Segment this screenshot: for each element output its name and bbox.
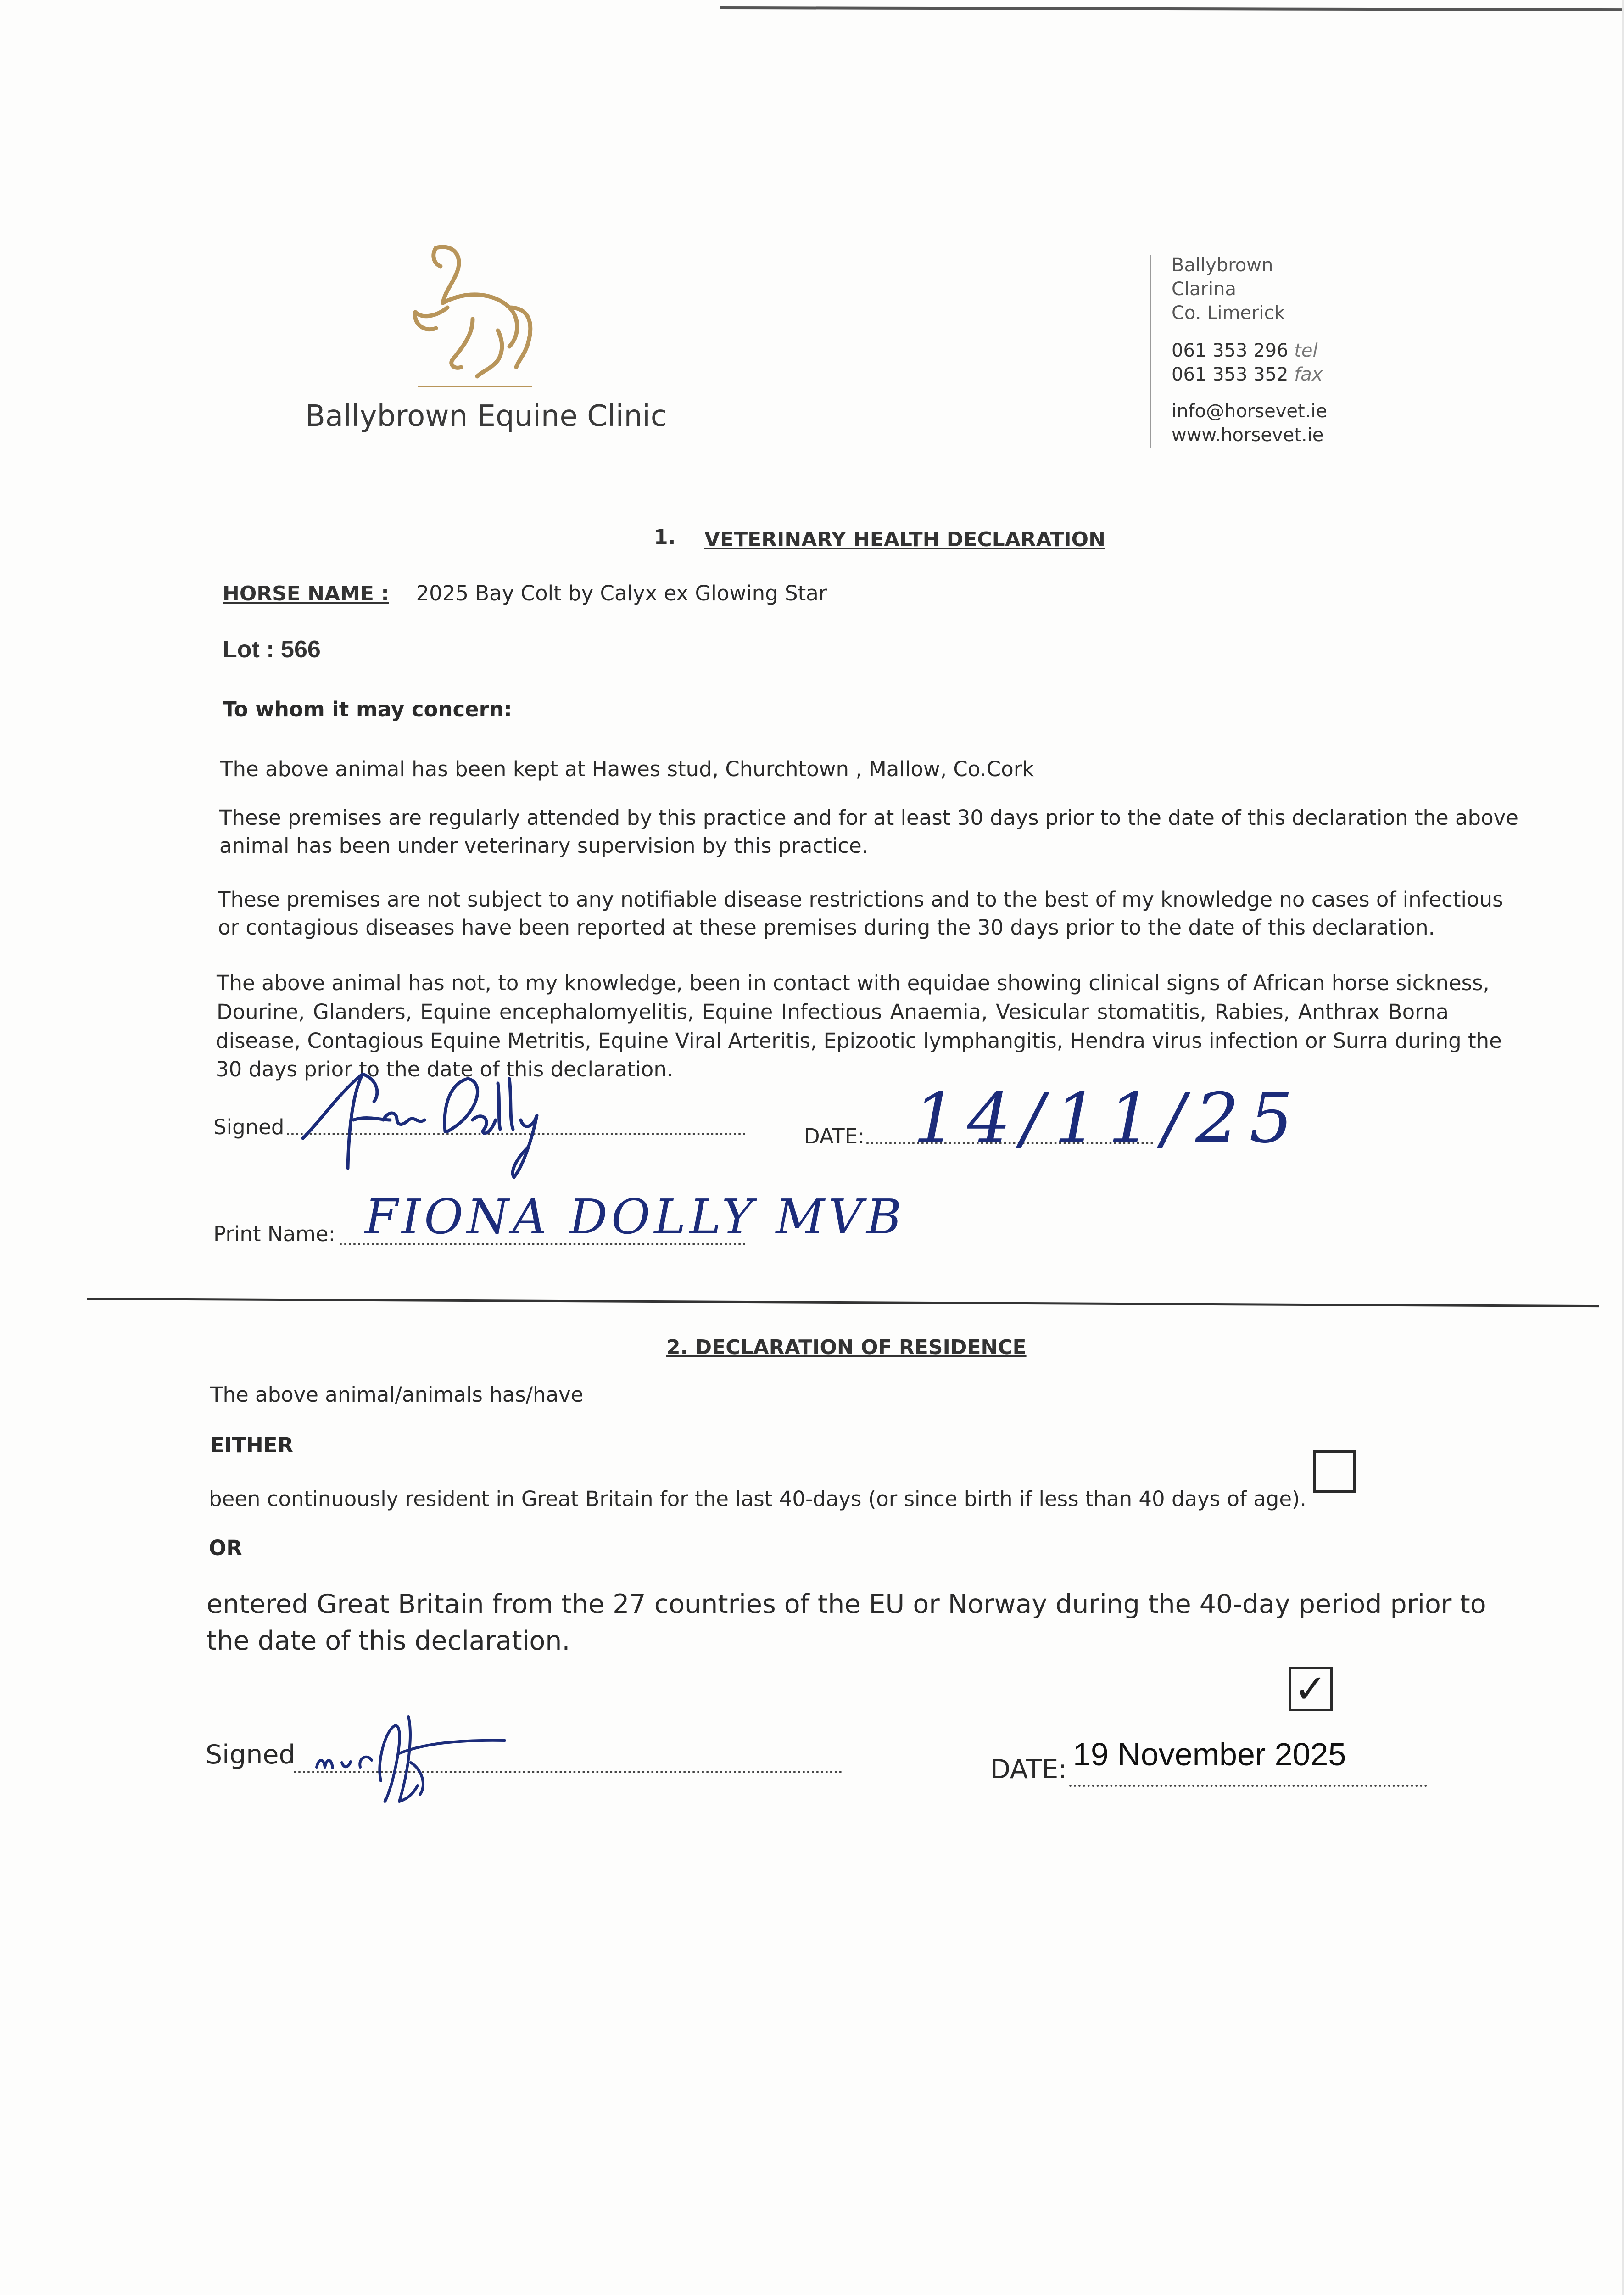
email-link[interactable]: info@horsevet.ie	[1172, 401, 1328, 422]
either-label: EITHER	[210, 1433, 294, 1457]
checkbox-continuous-residence[interactable]	[1313, 1450, 1356, 1493]
option-entered-gb-line-1: entered Great Britain from the 27 countries of the EU or Norway during the 40-day period prior to	[206, 1589, 1486, 1619]
scan-edge	[1622, 0, 1624, 2295]
salutation: To whom it may concern:	[223, 697, 512, 722]
section2-title: 2. DECLARATION OF RESIDENCE	[666, 1336, 1027, 1359]
fax-label: fax	[1294, 364, 1323, 385]
section1-title: VETERINARY HEALTH DECLARATION	[704, 528, 1105, 551]
paragraph-diseases-line-4: 30 days prior to the date of this declaration.	[216, 1057, 674, 1081]
paragraph-restrictions-line-2: or contagious diseases have been reported at these premises during the 30 days prior to the date of this declaration.	[218, 915, 1435, 940]
horse-name-label: HORSE NAME :	[223, 582, 389, 605]
fax-line	[1172, 363, 1323, 386]
residence-date-line	[1069, 1785, 1427, 1787]
paragraph-attended-line-1: These premises are regularly attended by this practice and for at least 30 days prior to the date of this declaration the above	[219, 806, 1518, 830]
paragraph-kept-at: The above animal has been kept at Hawes stud, Churchtown , Mallow, Co.Cork	[220, 757, 1034, 781]
residence-date-label: DATE:	[990, 1754, 1067, 1785]
address-line-2: Clarina	[1172, 279, 1236, 300]
tel-number: 061 353 296	[1172, 340, 1289, 361]
lot-number: Lot : 566	[223, 636, 321, 663]
vet-signature	[294, 1051, 569, 1189]
or-label: OR	[209, 1536, 242, 1560]
horse-logo-icon	[404, 239, 541, 395]
fax-number: 061 353 352	[1172, 364, 1289, 385]
website-link[interactable]: www.horsevet.ie	[1172, 425, 1324, 446]
residence-signature	[303, 1689, 519, 1813]
paragraph-attended-line-2: animal has been under veterinary supervision by this practice.	[219, 834, 869, 858]
tel-line	[1172, 339, 1318, 363]
residence-intro: The above animal/animals has/have	[210, 1383, 584, 1407]
address-line-3: Co. Limerick	[1172, 302, 1285, 324]
horse-name-row	[223, 579, 827, 608]
print-name-label: Print Name:	[213, 1222, 335, 1246]
address-divider	[1150, 255, 1151, 448]
scan-top-line	[720, 6, 1624, 11]
checkbox-entered-gb[interactable]	[1289, 1667, 1333, 1711]
clinic-name: Ballybrown Equine Clinic	[305, 399, 667, 433]
residence-signed-label: Signed	[206, 1740, 296, 1770]
vet-date-label: DATE:	[804, 1124, 865, 1148]
horse-name-value: 2025 Bay Colt by Calyx ex Glowing Star	[416, 581, 827, 605]
option-continuous-residence: been continuously resident in Great Britain for the last 40-days (or since birth if less than 40 days of age).	[209, 1487, 1306, 1511]
vet-date-value: 14/11/25	[913, 1079, 1303, 1159]
section-divider	[87, 1298, 1599, 1307]
paragraph-diseases-line-3: disease, Contagious Equine Metritis, Equine Viral Arteritis, Epizootic lymphangitis, Hendra virus infection or Surra during the	[216, 1029, 1502, 1053]
option-entered-gb-line-2: the date of this declaration.	[206, 1626, 570, 1656]
paragraph-diseases-line-2: Dourine, Glanders, Equine encephalomyelitis, Equine Infectious Anaemia, Vesicular stomatitis, Rabies, Anthrax Borna	[217, 1000, 1449, 1024]
print-name-value: FIONA DOLLY MVB	[365, 1189, 905, 1245]
vet-signed-label: Signed	[213, 1115, 285, 1139]
tel-label: tel	[1294, 340, 1318, 361]
paragraph-restrictions-line-1: These premises are not subject to any notifiable disease restrictions and to the best of my knowledge no cases of infectious	[218, 887, 1503, 912]
check-mark-icon: ✓	[1294, 1666, 1328, 1712]
residence-date-value: 19 November 2025	[1073, 1736, 1346, 1772]
section1-number: 1.	[654, 526, 676, 549]
paragraph-diseases-line-1: The above animal has not, to my knowledge, been in contact with equidae showing clinical signs of African horse sickness,	[217, 971, 1490, 995]
address-line-1: Ballybrown	[1172, 255, 1273, 276]
